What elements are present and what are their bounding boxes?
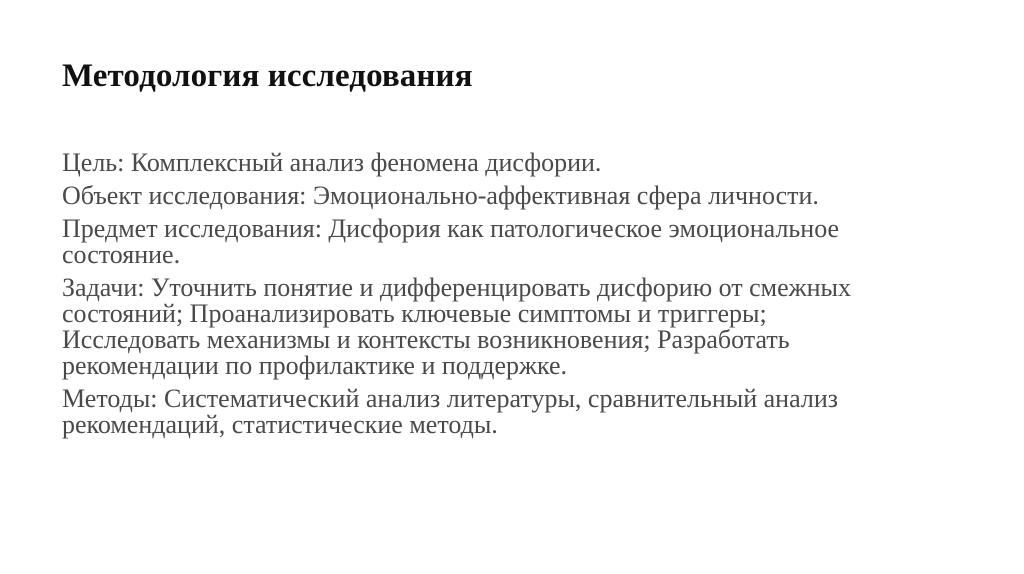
slide-title: Методология исследования: [62, 58, 473, 94]
content-list: [62, 150, 892, 445]
goal-paragraph: Цель: Комплексный анализ феномена дисфории.: [62, 148, 602, 177]
subject-paragraph: Предмет исследования: Дисфория как патологическое эмоциональное состояние.: [62, 214, 840, 269]
object-paragraph: Объект исследования: Эмоционально-аффективная сфера личности.: [62, 181, 819, 210]
tasks-paragraph: Задачи: Уточнить понятие и дифференцировать дисфорию от смежных состояний; Проанализировать ключевые симптомы и триггеры; Исследовать механизмы и контексты возникновения; Разработать рекомендации по профилактике и поддержке.: [62, 273, 852, 380]
methods-paragraph: Методы: Систематический анализ литературы, сравнительный анализ рекомендаций, статистические методы.: [62, 384, 839, 439]
